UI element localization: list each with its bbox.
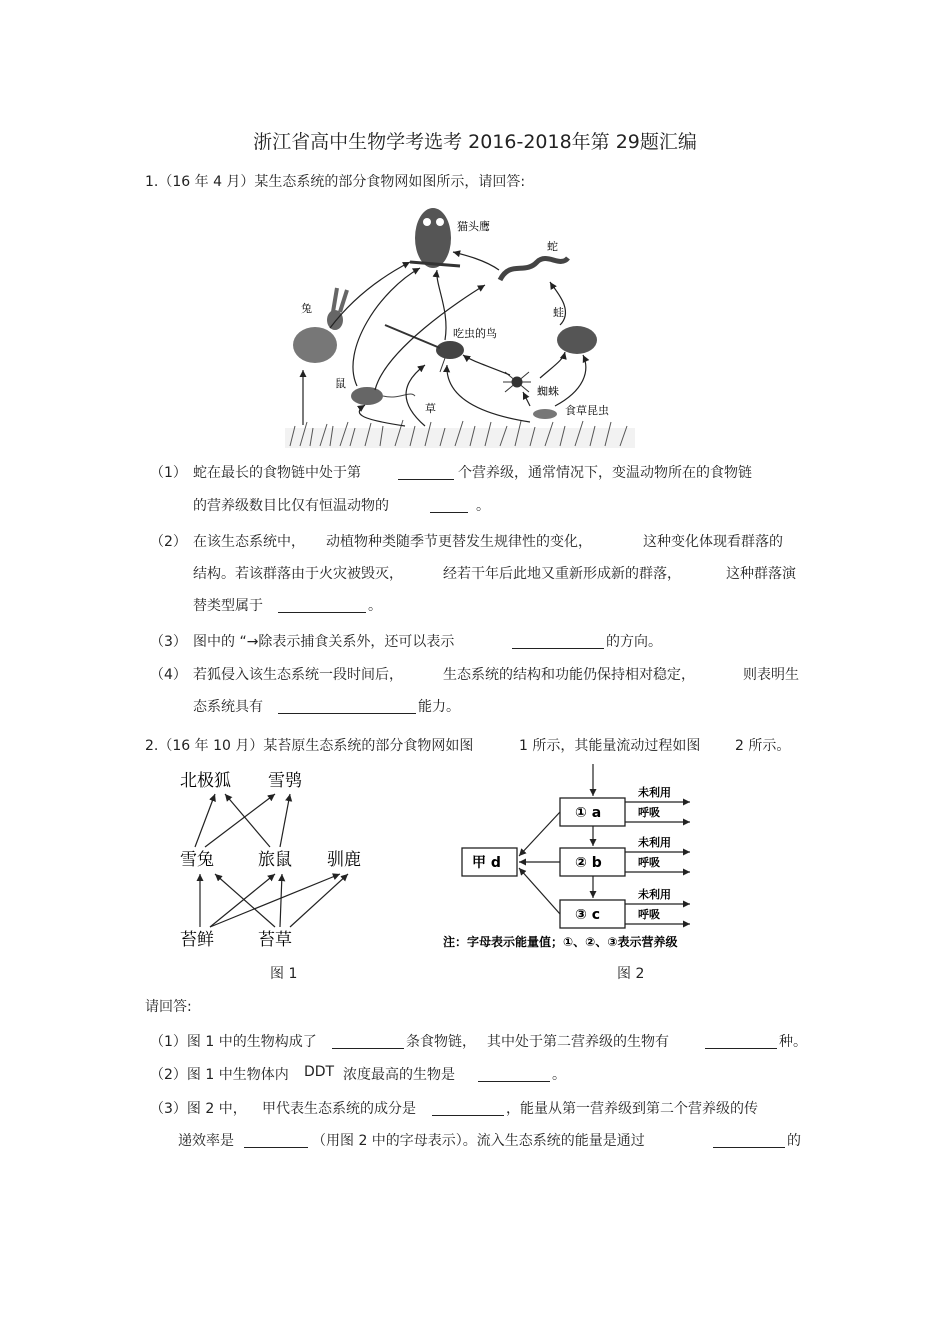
q1-s1-blank-2[interactable] bbox=[430, 499, 468, 513]
q2-header-c: 2 所示。 bbox=[735, 738, 791, 754]
q1-s3-text-a: 图中的 “→除表示捕食关系外，还可以表示 bbox=[193, 634, 455, 650]
grass-drawing bbox=[285, 420, 635, 448]
q2-s3-text-a: （3）图 2 中， bbox=[150, 1101, 247, 1117]
q1-s4-text-e: 能力。 bbox=[418, 699, 460, 715]
q2-s2-text-d: 。 bbox=[552, 1067, 566, 1083]
q1-s1-blank-1[interactable] bbox=[398, 466, 454, 480]
fig2-box-2-label: ② b bbox=[575, 855, 602, 871]
mouse-drawing bbox=[351, 387, 415, 405]
q2-s2-text-a: （2）图 1 中生物体内 bbox=[150, 1067, 289, 1083]
q1-s2-blank[interactable] bbox=[278, 599, 366, 613]
q2-s1-text-b: 条食物链， bbox=[406, 1034, 476, 1050]
fig2-box-3-label: ③ c bbox=[575, 907, 601, 923]
q2-s2-text-b: DDT bbox=[304, 1064, 335, 1080]
q2-s1-text-a: （1）图 1 中的生物构成了 bbox=[150, 1034, 317, 1050]
q2-s1-text-d: 种。 bbox=[779, 1034, 807, 1050]
q1-s2-text-e: 经若干年后此地又重新形成新的群落， bbox=[443, 566, 681, 582]
q1-s2-num: （2） bbox=[150, 534, 187, 550]
fig1-fox: 北极狐 bbox=[180, 771, 231, 791]
q1-s2-text-f: 这种群落演 bbox=[726, 566, 796, 582]
q2-s2-blank[interactable] bbox=[478, 1068, 550, 1082]
grass-label: 草 bbox=[425, 402, 436, 415]
q2-s3-text-b: 甲代表生态系统的成分是 bbox=[262, 1101, 416, 1117]
fig1-grass: 苔草 bbox=[258, 930, 292, 950]
food-web-arrows bbox=[303, 252, 586, 426]
fig2-unused-2: 未利用 bbox=[638, 836, 671, 849]
spider-label: 蜘蛛 bbox=[537, 385, 559, 398]
fig2-caption: 图 2 bbox=[617, 966, 645, 982]
q1-s4-text-d: 态系统具有 bbox=[193, 699, 263, 715]
q1-s2-text-g: 替类型属于 bbox=[193, 598, 263, 614]
fig2-jia-label: 甲 d bbox=[472, 855, 501, 871]
rabbit-drawing bbox=[293, 288, 347, 363]
fig2-resp-3: 呼吸 bbox=[638, 908, 660, 921]
q2-header-b: 1 所示，其能量流动过程如图 bbox=[519, 738, 701, 754]
page-title: 浙江省高中生物学考选考 2016-2018年第 29题汇编 bbox=[253, 131, 697, 153]
fig2-resp-2: 呼吸 bbox=[638, 856, 660, 869]
fig1-lemming: 旅鼠 bbox=[258, 850, 292, 870]
q1-s2-text-a: 在该生态系统中， bbox=[193, 534, 305, 550]
q1-s4-text-a: 若狐侵入该生态系统一段时间后， bbox=[193, 667, 403, 683]
q2-s1-blank-1[interactable] bbox=[332, 1035, 404, 1049]
fig2-box-1-label: ① a bbox=[575, 805, 602, 821]
q1-s4-text-b: 生态系统的结构和功能仍保持相对稳定， bbox=[443, 667, 695, 683]
fig1-caption: 图 1 bbox=[270, 966, 298, 982]
q2-figure-1 bbox=[170, 762, 380, 957]
rabbit-label: 兔 bbox=[301, 302, 312, 315]
q1-s2-text-h: 。 bbox=[368, 598, 382, 614]
q1-s3-blank[interactable] bbox=[512, 635, 604, 649]
q1-s4-blank[interactable] bbox=[278, 700, 416, 714]
q1-s1-text-d: 。 bbox=[476, 498, 490, 514]
q1-s4-num: （4） bbox=[150, 667, 187, 683]
fig2-unused-3: 未利用 bbox=[638, 888, 671, 901]
snake-label: 蛇 bbox=[547, 240, 558, 253]
fig1-owl: 雪鸮 bbox=[268, 771, 302, 791]
q2-s2-text-c: 浓度最高的生物是 bbox=[343, 1067, 455, 1083]
q2-intro: 请回答: bbox=[145, 999, 192, 1015]
q2-s1-blank-2[interactable] bbox=[705, 1035, 777, 1049]
q1-s1-text-c: 的营养级数目比仅有恒温动物的 bbox=[193, 498, 389, 514]
q2-s3-text-f: 的 bbox=[787, 1133, 801, 1149]
frog-label: 蛙 bbox=[553, 306, 564, 319]
q2-header-a: 2.（16 年 10 月）某苔原生态系统的部分食物网如图 bbox=[145, 738, 474, 754]
q1-header: 1.（16 年 4 月）某生态系统的部分食物网如图所示，请回答: bbox=[145, 174, 526, 190]
mouse-label: 鼠 bbox=[335, 377, 346, 390]
owl-drawing bbox=[410, 208, 460, 268]
q1-s2-text-d: 结构。若该群落由于火灾被毁灭， bbox=[193, 566, 403, 582]
q2-figure-2 bbox=[435, 760, 770, 955]
insect-drawing bbox=[533, 409, 557, 419]
q2-s3-blank-2[interactable] bbox=[244, 1134, 308, 1148]
q2-s3-text-d: 递效率是 bbox=[178, 1133, 234, 1149]
frog-drawing bbox=[557, 326, 597, 354]
owl-label: 猫头鹰 bbox=[457, 220, 490, 233]
q2-s1-text-c: 其中处于第二营养级的生物有 bbox=[487, 1034, 669, 1050]
q2-s3-text-c: ，能量从第一营养级到第二个营养级的传 bbox=[506, 1101, 758, 1117]
q1-s2-text-c: 这种变化体现看群落的 bbox=[643, 534, 783, 550]
q2-s3-blank-1[interactable] bbox=[432, 1102, 504, 1116]
q1-s3-num: （3） bbox=[150, 634, 187, 650]
fig2-note: 注：字母表示能量值；①、②、③表示营养级 bbox=[443, 935, 678, 949]
q1-food-web-figure bbox=[285, 200, 635, 448]
fig1-moss: 苔鲜 bbox=[180, 930, 214, 950]
snake-drawing bbox=[500, 258, 568, 280]
q2-s3-blank-3[interactable] bbox=[713, 1134, 785, 1148]
spider-drawing bbox=[503, 372, 531, 392]
q2-s3-text-e: （用图 2 中的字母表示）。流入生态系统的能量是通过 bbox=[312, 1133, 645, 1149]
insect-label: 食草昆虫 bbox=[565, 404, 609, 417]
q1-s1-text-b: 个营养级，通常情况下，变温动物所在的食物链 bbox=[458, 465, 752, 481]
q1-s3-text-b: 的方向。 bbox=[606, 634, 662, 650]
q1-s2-text-b: 动植物种类随季节更替发生规律性的变化， bbox=[326, 534, 592, 550]
fig2-unused-1: 未利用 bbox=[638, 786, 671, 799]
q1-s4-text-c: 则表明生 bbox=[743, 667, 799, 683]
fig2-resp-1: 呼吸 bbox=[638, 806, 660, 819]
fig1-deer: 驯鹿 bbox=[327, 850, 361, 870]
bird-label: 吃虫的鸟 bbox=[453, 327, 497, 340]
fig1-hare: 雪兔 bbox=[180, 850, 214, 870]
q1-s1-num: （1） bbox=[150, 465, 187, 481]
q1-s1-text-a: 蛇在最长的食物链中处于第 bbox=[193, 465, 361, 481]
